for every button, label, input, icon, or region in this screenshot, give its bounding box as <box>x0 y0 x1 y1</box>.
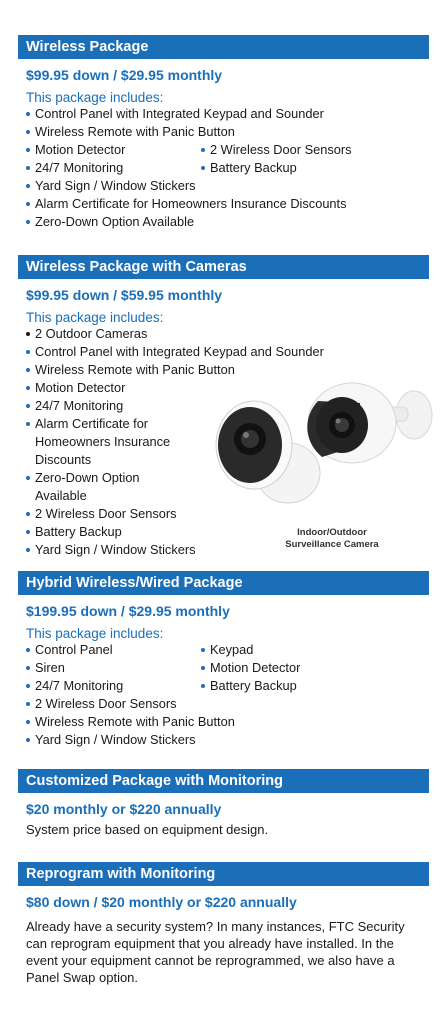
price: $199.95 down / $29.95 monthly <box>26 603 230 619</box>
list-item: Wireless Remote with Panic Button <box>26 713 429 731</box>
caption-line: Surveillance Camera <box>285 539 379 550</box>
section-title: Wireless Package with Cameras <box>18 255 429 279</box>
list-item: Yard Sign / Window Stickers <box>26 731 429 749</box>
list-item: Keypad <box>201 641 411 659</box>
price: $99.95 down / $59.95 monthly <box>26 287 223 303</box>
description: System price based on equipment design. <box>26 822 269 837</box>
section-title: Customized Package with Monitoring <box>18 769 429 793</box>
hybrid-package-section <box>18 571 429 749</box>
list-item: 24/7 Monitoring <box>26 677 201 695</box>
feature-list <box>26 177 429 231</box>
price: $99.95 down / $29.95 monthly <box>26 67 223 83</box>
custom-package-section <box>18 769 429 838</box>
list-item: Battery Backup <box>201 677 411 695</box>
list-item: Battery Backup <box>26 523 429 541</box>
list-item: 24/7 Monitoring <box>26 397 429 415</box>
list-item: Control Panel <box>26 641 201 659</box>
includes-heading: This package includes: <box>26 310 164 325</box>
includes-heading: This package includes: <box>26 90 164 105</box>
list-item: Wireless Remote with Panic Button <box>26 361 429 379</box>
list-item: Siren <box>26 659 201 677</box>
feature-list <box>26 695 429 749</box>
list-item: Yard Sign / Window Stickers <box>26 541 429 559</box>
includes-heading: This package includes: <box>26 626 164 641</box>
section-title: Wireless Package <box>18 35 429 59</box>
section-title: Hybrid Wireless/Wired Package <box>18 571 429 595</box>
list-item: Motion Detector <box>201 659 411 677</box>
feature-grid <box>26 641 429 695</box>
list-item: Yard Sign / Window Stickers <box>26 177 429 195</box>
list-item: 24/7 Monitoring <box>26 159 201 177</box>
caption-line: Indoor/Outdoor <box>297 527 367 538</box>
list-item: Wireless Remote with Panic Button <box>26 123 429 141</box>
list-item: Motion Detector <box>26 141 201 159</box>
cameras-package-section <box>18 255 429 555</box>
section-title: Reprogram with Monitoring <box>18 862 429 886</box>
camera-caption <box>262 527 402 551</box>
list-item: 2 Outdoor Cameras <box>26 325 429 343</box>
list-item: Control Panel with Integrated Keypad and Sounder <box>26 343 429 361</box>
list-item: Alarm Certificate for Homeowners Insurance Discounts <box>26 415 186 469</box>
list-item: 2 Wireless Door Sensors <box>26 505 429 523</box>
description: Already have a security system? In many instances, FTC Security can reprogram equipment that you already have installed. In the event your equipment cannot be reprogrammed, we also have a Panel Swap option. <box>26 919 405 985</box>
list-item: Control Panel with Integrated Keypad and Sounder <box>26 105 429 123</box>
price: $20 monthly or $220 annually <box>26 801 222 817</box>
reprogram-section <box>18 862 429 986</box>
feature-list <box>26 105 429 141</box>
list-item: Battery Backup <box>201 159 411 177</box>
price: $80 down / $20 monthly or $220 annually <box>26 894 297 910</box>
list-item: Motion Detector <box>26 379 429 397</box>
list-item: Zero-Down Option Available <box>26 213 429 231</box>
list-item: 2 Wireless Door Sensors <box>201 141 411 159</box>
feature-grid <box>26 141 429 177</box>
list-item: Alarm Certificate for Homeowners Insurance Discounts <box>26 195 429 213</box>
list-item: Zero-Down Option Available <box>26 469 166 505</box>
list-item: 2 Wireless Door Sensors <box>26 695 429 713</box>
wireless-package-section <box>18 35 429 231</box>
surveillance-camera-image <box>210 373 434 513</box>
